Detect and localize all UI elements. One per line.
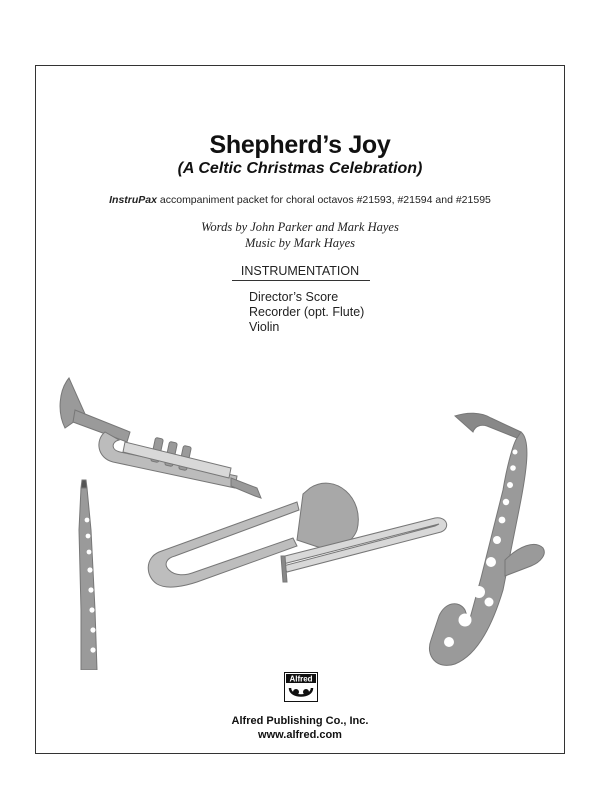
saxophone-illustration (429, 413, 544, 665)
music-credit: Music by Mark Hayes (244, 236, 356, 250)
instrument-item: Director’s Score (249, 290, 339, 304)
instrument-item: Recorder (opt. Flute) (249, 305, 365, 319)
clarinet-illustration (79, 480, 97, 670)
instrumentation-heading: INSTRUMENTATION (240, 264, 360, 278)
alfred-logo (284, 672, 318, 702)
page-title: Shepherd’s Joy (209, 131, 391, 159)
instrumentation-list (249, 290, 364, 335)
trombone-illustration (148, 483, 446, 587)
publisher-name: Alfred Publishing Co., Inc. (231, 715, 369, 727)
packet-brand: InstruPax (109, 194, 157, 206)
packet-description (0, 194, 600, 206)
page-subtitle: (A Celtic Christmas Celebration) (177, 160, 423, 177)
credits (0, 219, 600, 251)
trumpet-illustration (60, 378, 261, 498)
packet-text: accompaniment packet for choral octavos #21593, #21594 and #21595 (156, 194, 491, 206)
words-credit: Words by John Parker and Mark Hayes (201, 220, 399, 234)
instruments-illustration (35, 370, 565, 670)
instrumentation-rule (232, 280, 370, 281)
instrument-item: Violin (249, 320, 280, 334)
logo-text: Alfred (289, 674, 313, 684)
publisher-website[interactable]: www.alfred.com (258, 729, 342, 741)
